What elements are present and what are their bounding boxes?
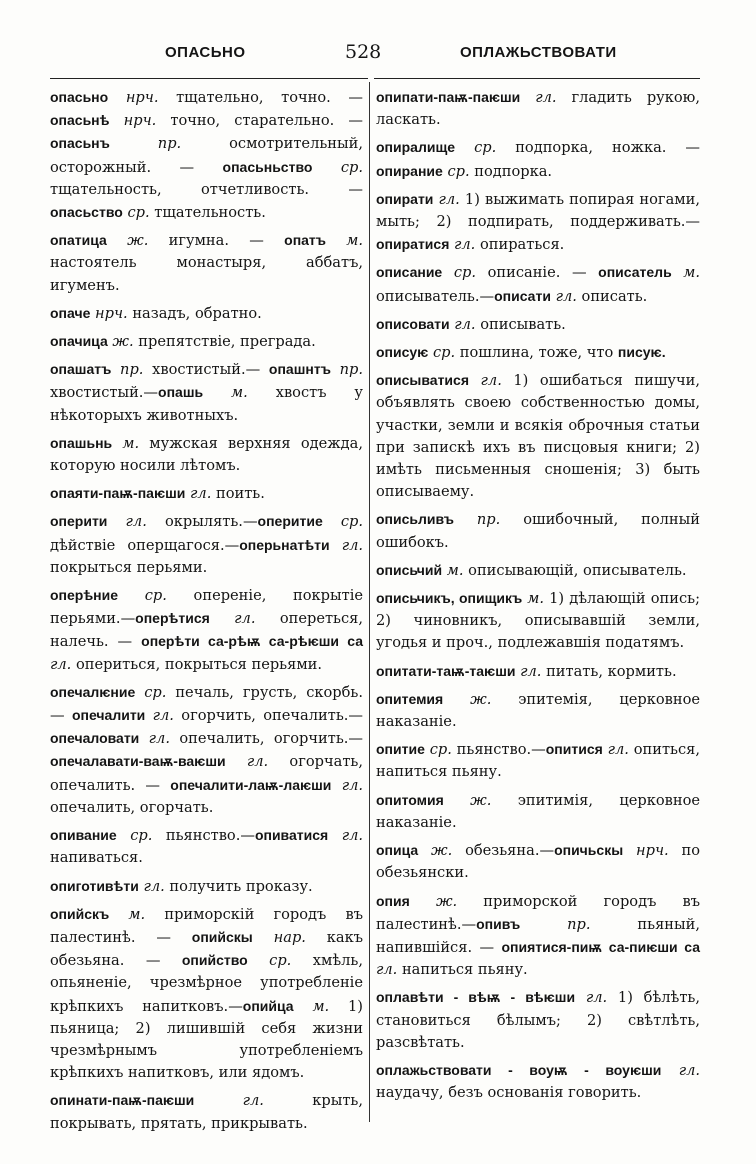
- dictionary-entry: [50, 432, 363, 477]
- definition-text: опереться, налечь. —: [50, 610, 364, 651]
- grammar-tag: ср.: [432, 344, 456, 362]
- grammar-tag: м.: [231, 384, 248, 402]
- definition-text: дѣйствіе оперщагося.—: [50, 536, 240, 554]
- headword: опасьно: [50, 89, 109, 105]
- definition-text: пошлина, тоже, что: [455, 344, 618, 362]
- word-space: [330, 537, 342, 554]
- definition-text: 1) бѣлѣть, становиться бѣлымъ; 2) свѣтлѣть, разсвѣтать.: [376, 989, 701, 1051]
- grammar-tag: м.: [312, 997, 330, 1015]
- definition-text: опереніе, покрытіе перьями.—: [50, 587, 364, 628]
- word-space: [443, 691, 470, 708]
- dictionary-entry: [376, 986, 700, 1054]
- headword: опия: [376, 892, 410, 909]
- dictionary-entry: [50, 681, 363, 819]
- headword: опасьньство: [222, 158, 313, 175]
- definition-text: 1) пьяница; 2) лишившій себя жизни чрезмѣрнымъ употребленіемъ крѣпкихъ напитковъ, или ядомъ.: [50, 997, 364, 1082]
- headword: опийскъ: [50, 905, 110, 922]
- grammar-tag: ср.: [340, 158, 364, 176]
- headword: опечалити: [71, 707, 146, 724]
- word-space: [109, 906, 128, 923]
- header-rule-right: [374, 78, 700, 79]
- word-space: [331, 361, 340, 378]
- grammar-tag: гл.: [148, 730, 170, 748]
- page-number: 528: [345, 41, 382, 63]
- word-space: [444, 792, 470, 809]
- grammar-tag: пр.: [476, 511, 501, 529]
- word-space: [520, 916, 567, 933]
- headword: писуѥ.: [617, 344, 666, 361]
- word-space: [442, 264, 454, 281]
- word-space: [672, 264, 684, 281]
- headword: опипати-паѭ-паѥши: [376, 89, 521, 105]
- column-divider: [369, 82, 370, 1122]
- headword: опасьнѣ: [50, 112, 110, 129]
- headword: опашнтъ: [268, 361, 331, 378]
- headword: оплавѣти - вѣѭ - вѣѥши: [376, 989, 576, 1006]
- definition-text: опираться.: [475, 236, 565, 254]
- grammar-tag: гл.: [246, 753, 269, 771]
- definition-text: 1) выжимать попирая ногами, мыть; 2) подпирать, поддерживать.—: [376, 190, 700, 231]
- headword: описьливъ: [376, 511, 454, 528]
- word-space: [145, 707, 152, 724]
- word-space: [312, 159, 340, 176]
- headword: опиратися: [376, 236, 450, 253]
- definition-text: игумна. —: [148, 232, 285, 250]
- grammar-tag: гл.: [376, 961, 398, 979]
- definition-text: хвостистый.—: [50, 384, 159, 402]
- grammar-tag: ж.: [127, 232, 149, 250]
- definition-text: обезьяна.—: [452, 842, 555, 860]
- headword: опечалавати-ваѭ-ваѥши: [50, 753, 226, 770]
- grammar-tag: гл.: [152, 707, 174, 725]
- header-left-word: ОПАСЬНО: [165, 44, 246, 61]
- header-rule-left: [50, 78, 368, 79]
- grammar-tag: гл.: [341, 827, 364, 845]
- headword: опаче: [50, 304, 91, 321]
- dictionary-entry: [376, 587, 700, 655]
- word-space: [135, 684, 144, 701]
- definition-text: поить.: [211, 485, 265, 503]
- right-column: [376, 86, 700, 1109]
- grammar-tag: ср.: [144, 683, 167, 701]
- grammar-tag: гл.: [143, 877, 165, 895]
- grammar-tag: гл.: [480, 372, 502, 390]
- word-space: [111, 361, 120, 378]
- grammar-tag: м.: [446, 561, 464, 579]
- headword: опийскы: [191, 928, 253, 945]
- word-space: [107, 232, 127, 249]
- word-space: [661, 1062, 678, 1079]
- word-space: [331, 777, 341, 794]
- headword: опирание: [376, 162, 443, 179]
- headword: оперьнатѣти: [239, 536, 330, 553]
- grammar-tag: пр.: [120, 361, 144, 379]
- grammar-tag: ср.: [429, 741, 452, 759]
- definition-text: назадъ, обратно.: [127, 304, 262, 322]
- headword: опитемия: [376, 690, 444, 707]
- definition-text: настоятель монастыря, аббатъ, игуменъ.: [50, 254, 363, 294]
- left-column: [50, 86, 363, 1140]
- grammar-tag: ж.: [431, 842, 453, 860]
- grammar-tag: гл.: [438, 190, 460, 208]
- dictionary-entry: [376, 559, 700, 582]
- definition-text: крыть, покрывать, прятать, прикрывать.: [50, 1092, 363, 1132]
- definition-text: мужская верхняя одежда, которую носили лѣтомъ.: [50, 434, 363, 475]
- dictionary-entry: [50, 510, 363, 579]
- grammar-tag: нар.: [273, 928, 306, 946]
- headword: описыватися: [376, 372, 469, 389]
- grammar-tag: м.: [128, 905, 146, 923]
- definition-text: описыватель.—: [376, 287, 495, 305]
- definition-text: пьянство.—: [451, 741, 546, 759]
- headword: описовати: [376, 315, 450, 332]
- grammar-tag: нрч.: [123, 112, 157, 130]
- definition-text: по обезьянски.: [376, 842, 701, 882]
- dictionary-entry: [376, 86, 700, 131]
- definition-text: опечалить, огорчить.—: [169, 730, 364, 748]
- word-space: [575, 989, 586, 1006]
- definition-text: эпитемія, церковное наказаніе.: [376, 690, 700, 731]
- headword: опатъ: [284, 232, 326, 249]
- grammar-tag: гл.: [520, 662, 542, 680]
- word-space: [112, 435, 122, 452]
- word-space: [454, 511, 477, 528]
- word-space: [109, 112, 123, 129]
- definition-text: напиться пьяну.: [397, 961, 528, 979]
- grammar-tag: ж.: [112, 333, 134, 351]
- word-space: [253, 929, 274, 946]
- definition-text: напиваться.: [50, 849, 143, 867]
- dictionary-entry: [50, 86, 363, 224]
- grammar-tag: м.: [527, 590, 545, 608]
- dictionary-entry: [376, 890, 700, 982]
- headword: опитати-таѭ-таѥши: [376, 662, 516, 679]
- headword: описьчикъ, опищикъ: [376, 590, 523, 607]
- grammar-tag: пр.: [339, 361, 364, 379]
- word-space: [118, 587, 145, 604]
- definition-text: тщательно, точно. —: [158, 89, 363, 106]
- grammar-tag: ср.: [453, 264, 476, 282]
- definition-text: осмотрительный, осторожный. —: [50, 135, 363, 176]
- headword: опечалѥние: [50, 683, 136, 700]
- dictionary-entry: [376, 839, 700, 884]
- definition-text: получить проказу.: [164, 877, 313, 895]
- grammar-tag: ср.: [127, 204, 150, 222]
- word-space: [108, 89, 126, 106]
- grammar-tag: ср.: [130, 827, 153, 845]
- definition-text: описаніе. —: [475, 264, 599, 282]
- grammar-tag: ср.: [340, 513, 364, 531]
- dictionary-entry: [376, 188, 700, 257]
- word-space: [107, 513, 125, 530]
- definition-text: какъ обезьяна. —: [50, 928, 363, 970]
- word-space: [469, 372, 481, 389]
- definition-text: тщательность, отчетливость. —: [50, 180, 363, 198]
- definition-text: покрыться перьями.: [50, 558, 208, 576]
- grammar-tag: гл.: [234, 610, 256, 628]
- definition-text: точно, старательно. —: [156, 112, 363, 130]
- definition-text: 1) дѣлающій опись; 2) чиновникъ, описывавшій земли, угодья и проч., подлежавшія податямъ.: [376, 590, 700, 652]
- headword: оперѣти са-рѣѭ са-рѣѥши са: [141, 633, 363, 650]
- definition-text: печаль, грусть, скорбь. —: [50, 683, 364, 725]
- grammar-tag: ср.: [269, 952, 292, 970]
- word-space: [294, 998, 313, 1015]
- headword: оперитие: [257, 513, 323, 530]
- headword: опиватися: [254, 827, 329, 844]
- grammar-tag: гл.: [585, 989, 608, 1007]
- dictionary-entry: [376, 508, 700, 553]
- dictionary-entry: [376, 688, 700, 733]
- grammar-tag: ж.: [470, 791, 492, 809]
- dictionary-entry: [50, 903, 363, 1085]
- headword: опашатъ: [50, 361, 112, 378]
- word-space: [139, 730, 148, 747]
- headword: опиготивѣти: [50, 877, 139, 894]
- definition-text: наудачу, безъ основанія говорить.: [376, 1084, 642, 1102]
- grammar-tag: гл.: [341, 776, 363, 794]
- definition-text: хвостистый.—: [143, 361, 269, 379]
- definition-text: огорчить, опечалить.—: [173, 707, 364, 725]
- word-space: [623, 842, 636, 859]
- definition-text: эпитимія, церковное наказаніе.: [376, 791, 700, 831]
- definition-text: приморской городъ въ палестинѣ.—: [376, 892, 700, 933]
- definition-text: опериться, покрыться перьями.: [71, 655, 323, 673]
- definition-text: 1) ошибаться пишучи, объявлять своею собственностью домы, участки, земли и всякія оброчныя статьи при запискѣ ихъ въ писцовыя книги; 2) имѣть письменныя сношенія; 3) быть описываему.: [376, 372, 701, 501]
- dictionary-entry: [376, 738, 700, 783]
- dictionary-entry: [376, 341, 700, 364]
- headword: опечалити-лаѭ-лаѥши: [170, 776, 332, 793]
- headword: описьчий: [376, 561, 443, 578]
- dictionary-entry: [376, 369, 700, 503]
- dictionary-entry: [50, 1089, 363, 1134]
- headword: оплажьствовати - воуѭ - воуѥши: [376, 1061, 662, 1078]
- grammar-tag: гл.: [125, 513, 147, 531]
- definition-text: хвостъ у нѣкоторыхъ животныхъ.: [50, 384, 363, 424]
- headword: опивание: [50, 827, 117, 844]
- headword: опашьнь: [50, 434, 113, 451]
- headword: описание: [376, 264, 443, 281]
- definition-text: ошибочный, полный ошибокъ.: [376, 511, 700, 551]
- headword: опиралище: [376, 139, 456, 156]
- headword: оперити: [50, 513, 108, 530]
- definition-text: опиться, напиться пьяну.: [376, 741, 701, 781]
- headword: опасьство: [50, 204, 123, 221]
- word-space: [323, 513, 341, 530]
- definition-text: подпорка.: [469, 162, 553, 180]
- headword: опитомия: [376, 791, 444, 808]
- definition-text: гладить рукою, ласкать.: [376, 89, 701, 129]
- definition-text: описывать.: [475, 315, 566, 333]
- grammar-tag: ср.: [447, 162, 470, 180]
- headword: опатица: [50, 232, 107, 249]
- headword: опитися: [545, 741, 603, 758]
- grammar-tag: гл.: [242, 1092, 264, 1110]
- definition-text: опечалить, огорчать.: [50, 798, 214, 816]
- definition-text: приморскій городъ въ палестинѣ. —: [50, 905, 364, 946]
- grammar-tag: м.: [346, 232, 364, 250]
- grammar-tag: гл.: [341, 536, 363, 554]
- headword: описатель: [598, 264, 672, 281]
- word-space: [226, 753, 247, 770]
- headword: опица: [376, 842, 419, 859]
- headword: опийство: [181, 952, 248, 969]
- word-space: [248, 952, 269, 969]
- grammar-tag: гл.: [454, 315, 476, 333]
- dictionary-entry: [376, 1059, 700, 1104]
- headword: опиятися-пиѭ са-пиѥши са: [501, 938, 701, 955]
- running-header: [50, 41, 700, 70]
- word-space: [210, 610, 234, 627]
- word-space: [520, 89, 535, 106]
- word-space: [110, 135, 158, 152]
- header-right-word: ОПЛАЖЬСТВОВАТИ: [460, 44, 617, 61]
- grammar-tag: ср.: [144, 587, 167, 605]
- word-space: [326, 232, 346, 249]
- headword: описуѥ: [376, 344, 429, 361]
- definition-text: тщательность.: [149, 204, 266, 222]
- word-space: [455, 139, 474, 156]
- definition-text: питать, кормить.: [541, 662, 677, 680]
- definition-text: описывающій, описыватель.: [463, 561, 687, 579]
- grammar-tag: пр.: [567, 915, 591, 933]
- dictionary-entry: [50, 482, 363, 505]
- grammar-tag: ср.: [474, 139, 497, 157]
- dictionary-entry: [376, 789, 700, 834]
- dictionary-entry: [50, 875, 363, 898]
- grammar-tag: гл.: [50, 655, 72, 673]
- grammar-tag: м.: [122, 434, 140, 452]
- headword: опичьскы: [554, 842, 624, 859]
- grammar-tag: нрч.: [125, 89, 159, 106]
- dictionary-entry: [50, 824, 363, 869]
- headword: опийца: [242, 997, 294, 1014]
- grammar-tag: нрч.: [95, 304, 128, 322]
- grammar-tag: гл.: [678, 1061, 700, 1079]
- definition-text: описать.: [576, 287, 648, 305]
- definition-text: подпорка, ножка. —: [496, 139, 700, 157]
- grammar-tag: м.: [683, 264, 701, 282]
- dictionary-entry: [50, 584, 363, 676]
- grammar-tag: ж.: [470, 690, 492, 708]
- definition-text: окрылять.—: [146, 513, 258, 531]
- headword: опинати-паѭ-паѥши: [50, 1092, 195, 1109]
- definition-text: хмѣль, опьяненіе, чрезмѣрное употребленіе крѣпкихъ напитковъ.—: [50, 952, 364, 1015]
- dictionary-entry: [376, 261, 700, 307]
- word-space: [328, 827, 342, 844]
- word-space: [117, 827, 131, 844]
- grammar-tag: ж.: [435, 892, 458, 910]
- headword: описати: [494, 287, 551, 304]
- headword: опивъ: [476, 915, 521, 932]
- dictionary-entry: [376, 660, 700, 683]
- headword: оперѣтися: [135, 610, 210, 627]
- word-space: [410, 893, 436, 910]
- grammar-tag: пр.: [157, 135, 182, 153]
- definition-text: огорчать, опечалить. —: [50, 753, 363, 794]
- headword: опитие: [376, 741, 425, 758]
- definition-text: пьянство.—: [152, 827, 255, 845]
- word-space: [418, 842, 431, 859]
- grammar-tag: гл.: [190, 485, 212, 503]
- dictionary-entry: [376, 313, 700, 336]
- headword: опачица: [50, 333, 108, 350]
- headword: опирати: [376, 190, 434, 207]
- grammar-tag: гл.: [454, 236, 476, 254]
- grammar-tag: нрч.: [636, 842, 669, 860]
- grammar-tag: гл.: [535, 89, 557, 106]
- dictionary-entry: [50, 302, 363, 325]
- dictionary-entry: [50, 358, 363, 427]
- word-space: [194, 1092, 242, 1109]
- headword: опашь: [158, 384, 204, 401]
- headword: опаяти-паѭ-паѥши: [50, 485, 186, 502]
- grammar-tag: гл.: [555, 287, 577, 305]
- dictionary-entry: [376, 136, 700, 182]
- definition-text: пьяный, напившійся. —: [376, 915, 700, 956]
- grammar-tag: гл.: [607, 741, 629, 759]
- word-space: [203, 384, 231, 401]
- headword: оперѣние: [50, 587, 119, 604]
- headword: опасьнъ: [50, 135, 110, 152]
- dictionary-entry: [50, 229, 363, 297]
- definition-text: препятствіе, преграда.: [133, 333, 316, 351]
- headword: опечаловати: [50, 730, 140, 747]
- dictionary-entry: [50, 330, 363, 353]
